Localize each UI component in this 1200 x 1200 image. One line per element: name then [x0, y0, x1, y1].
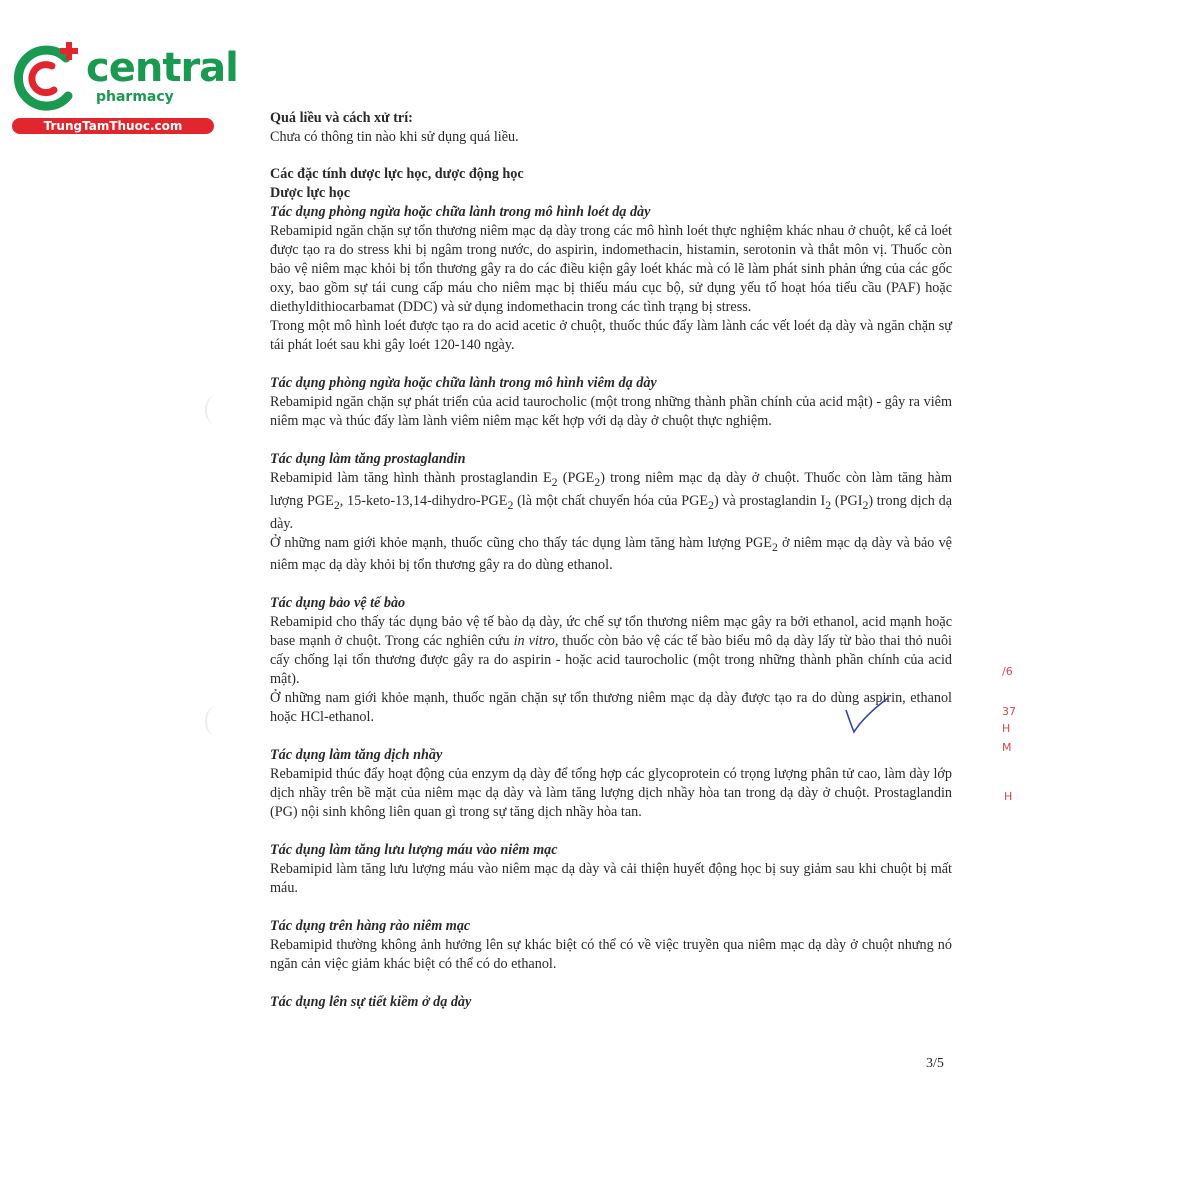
- central-pharmacy-logo[interactable]: [8, 38, 238, 138]
- topic-heading: Tác dụng trên hàng rào niêm mạc: [270, 918, 471, 935]
- paragraph: Trong một mô hình loét được tạo ra do acid acetic ở chuột, thuốc thúc đẩy làm lành các vết loét dạ dày và ngăn chặn sự tái phát loét sau khi gây loét 120-140 ngày.: [270, 318, 952, 353]
- topic-heading: Tác dụng làm tăng prostaglandin: [270, 451, 466, 467]
- paragraph: Rebamipid thúc đẩy hoạt động của enzym dạ dày để tổng hợp các glycoprotein có trọng lượng phân tử cao, làm dày lớp dịch nhầy trên bề mặt của niêm mạc dạ dày và làm tăng lượng dịch nhầy hòa tan trong dạ dày ở chuột. Prostaglandin (PG) nội sinh không liên quan gì trong sự tăng dịch nhầy hòa tan.: [270, 766, 952, 821]
- topic-heading: Tác dụng phòng ngừa hoặc chữa lành trong mô hình viêm dạ dày: [270, 375, 657, 391]
- document-body: [270, 109, 952, 1012]
- logo-site-url: TrungTamThuoc.com: [12, 118, 214, 134]
- logo-brand-name: central: [86, 45, 238, 91]
- subsection-heading: Dược lực học: [270, 185, 351, 201]
- central-logo-icon: [8, 38, 88, 118]
- paragraph: Rebamipid ngăn chặn sự tổn thương niêm mạc dạ dày trong các mô hình loét thực nghiệm khác nhau ở chuột, kể cả loét được tạo ra do stress khi bị ngâm trong nước, do aspirin, indomethacin, histamin, serotonin và thắt môn vị. Thuốc còn bảo vệ niêm mạc khỏi bị tổn thương gây ra do các điều kiện gây loét khác mà có lẽ làm phát sinh phản ứng của các gốc oxy, bao gồm sự tái cung cấp máu cho niêm mạc bị thiếu máu cục bộ, sử dụng yếu tố hoạt hóa tiểu cầu (PAF) hoặc diethyldithiocarbamat (DDC) và sử dụng indomethacin trong các tình trạng bị stress.: [270, 223, 952, 315]
- topic-heading: Tác dụng phòng ngừa hoặc chữa lành trong mô hình loét dạ dày: [270, 204, 651, 220]
- margin-stamp-marks: /6 37 H M H: [1002, 665, 1016, 803]
- scan-artifact: [205, 395, 227, 425]
- paragraph: Rebamipid cho thấy tác dụng bảo vệ tế bào dạ dày, ức chế sự tổn thương niêm mạc gây ra bởi ethanol, acid mạnh hoặc base mạnh ở chuột. Trong các nghiên cứu in vitro, thuốc còn bảo vệ các tế bào biểu mô dạ dày lấy từ bào thai thỏ nuôi cấy chống lại tổn thương được gây ra do aspirin - hoặc acid taurocholic (một trong những thành phần chính của acid mật).: [270, 614, 952, 688]
- paragraph: Ở những nam giới khỏe mạnh, thuốc cũng cho thấy tác dụng làm tăng hàm lượng $PGE_2$ ở niêm mạc dạ dày và bảo vệ niêm mạc dạ dày khỏi bị tổn thương gây ra do dùng ethanol.: [270, 534, 952, 574]
- page-number: 3/5: [926, 1056, 944, 1071]
- paragraph: Chưa có thông tin nào khi sử dụng quá liều.: [270, 129, 519, 145]
- topic-heading: Tác dụng lên sự tiết kiềm ở dạ dày: [270, 994, 472, 1011]
- logo-brand-sub: pharmacy: [96, 89, 174, 105]
- topic-heading: Tác dụng làm tăng lưu lượng máu vào niêm mạc: [270, 842, 558, 859]
- topic-heading: Tác dụng bảo vệ tế bào: [270, 595, 406, 612]
- topic-heading: Tác dụng làm tăng dịch nhầy: [270, 747, 443, 764]
- paragraph: Rebamipid làm tăng hình thành prostaglandin $E_2$ $(PGE_2)$ trong niêm mạc dạ dày ở chuột. Thuốc còn làm tăng hàm lượng $PGE_2$, $15-keto-13,14-dihydro-PGE_2$ (là một chất chuyển hóa của $PGE_2$) và prostaglandin $I_2$ $(PGI_2)$ trong dịch dạ dày.: [270, 470, 953, 532]
- paragraph: Rebamipid thường không ảnh hưởng lên sự khác biệt có thể có về việc truyền qua niêm mạc dạ dày ở chuột nhưng nó ngăn cản việc giảm khác biệt có thể có do ethanol.: [270, 937, 952, 973]
- scan-artifact: [205, 706, 227, 736]
- paragraph: Ở những nam giới khỏe mạnh, thuốc ngăn chặn sự tổn thương niêm mạc dạ dày được tạo ra do dùng aspirin, ethanol hoặc HCl-ethanol.: [270, 690, 952, 726]
- pen-checkmark: [842, 696, 892, 736]
- paragraph: Rebamipid làm tăng lưu lượng máu vào niêm mạc dạ dày và cải thiện huyết động học bị suy giảm sau khi chuột bị mất máu.: [270, 861, 952, 897]
- section-heading: Các đặc tính dược lực học, dược động học: [270, 166, 524, 182]
- paragraph: Rebamipid ngăn chặn sự phát triển của acid taurocholic (một trong những thành phần chính của acid mật) - gây ra viêm niêm mạc và thúc đẩy làm lành viêm niêm mạc kết hợp với dạ dày ở chuột thực nghiệm.: [270, 394, 952, 429]
- section-heading: Quá liều và cách xử trí:: [270, 110, 413, 126]
